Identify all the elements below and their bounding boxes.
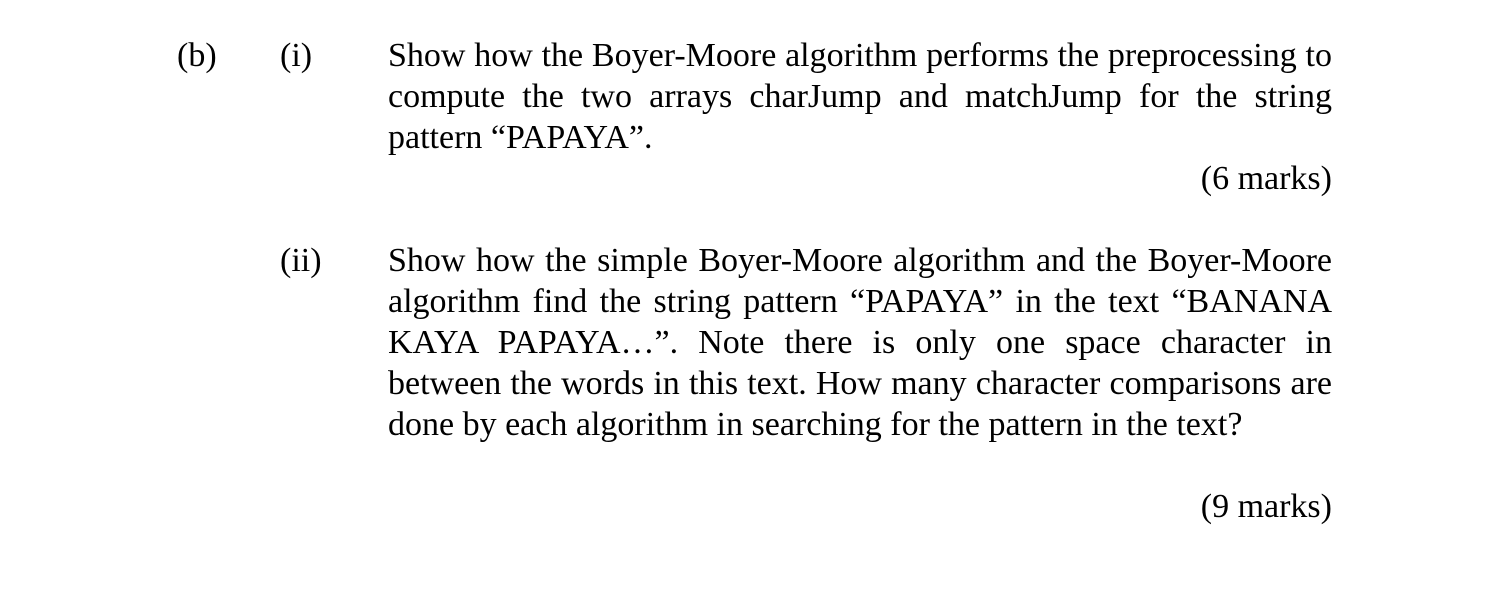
part-label: (b) — [177, 37, 217, 74]
subpart-ii-marks: (9 marks) — [1200, 488, 1332, 525]
subpart-ii-label: (ii) — [280, 242, 322, 279]
subpart-i-label: (i) — [280, 37, 313, 74]
subpart-i-marks: (6 marks) — [1200, 160, 1332, 197]
subpart-ii-text: Show how the simple Boyer-Moore algorithm and the Boyer-Moore algorithm find the string pattern “PAPAYA” in the text “BANANA KAYA PAPAYA…”. Note there is only one space character in between the words in this text. How many character comparisons are done by each algorithm in searching for the pattern in the text? — [388, 242, 1332, 443]
subpart-i-text: Show how the Boyer-Moore algorithm performs the preprocessing to compute the two arrays charJump and matchJump for the string pattern “PAPAYA”. — [388, 37, 1332, 156]
